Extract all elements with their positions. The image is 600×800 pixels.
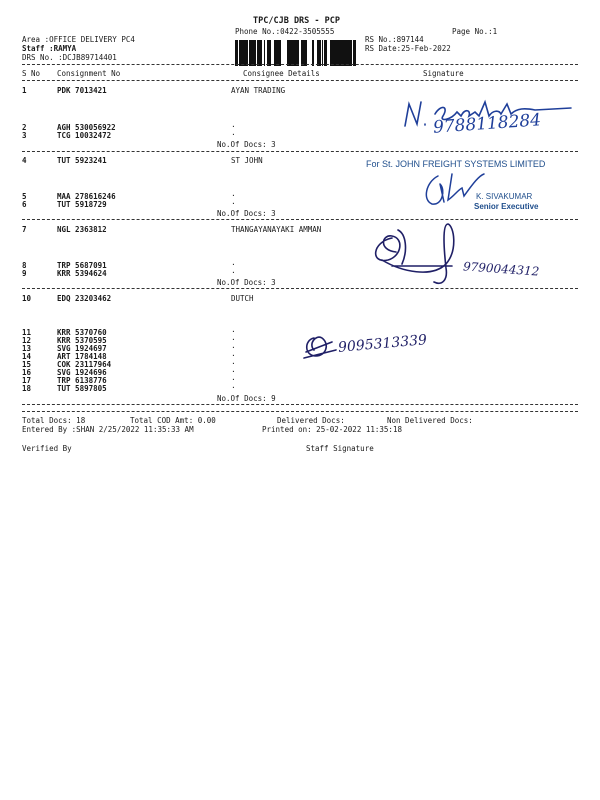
barcode-bar	[241, 40, 244, 66]
barcode-bar	[320, 40, 321, 66]
row-sno: 2	[22, 123, 27, 132]
area-label: Area :OFFICE DELIVERY PC4	[22, 35, 135, 44]
col-header-consignment: Consignment No	[57, 69, 121, 78]
row-consignment: TUT 5918729	[57, 200, 107, 209]
dot-marker: .	[231, 197, 236, 206]
barcode-bar	[247, 40, 248, 66]
barcode-bar	[330, 40, 333, 66]
row-sno: 9	[22, 269, 27, 278]
dot-marker: .	[231, 325, 236, 334]
barcode-bar	[276, 40, 278, 66]
barcode-bar	[274, 40, 275, 66]
dot-marker: .	[231, 349, 236, 358]
divider	[22, 64, 578, 65]
page-number: Page No.:1	[452, 27, 498, 36]
barcode-bar	[295, 40, 297, 66]
rs-date: RS Date:25-Feb-2022	[365, 44, 451, 53]
row-sno: 18	[22, 384, 32, 393]
barcode-bar	[313, 40, 314, 66]
barcode-bar	[279, 40, 281, 66]
row-sno: 4	[22, 156, 27, 165]
dot-marker: .	[231, 381, 236, 390]
barcode-bar	[292, 40, 295, 66]
barcode-bar	[297, 40, 299, 66]
consignee-name: THANGAYANAYAKI AMMAN	[231, 225, 322, 234]
row-sno: 7	[22, 225, 27, 234]
row-sno: 3	[22, 131, 27, 140]
row-sno: 6	[22, 200, 27, 209]
handwritten-phone: 9095313339	[337, 332, 428, 356]
row-consignment: TCG 10032472	[57, 131, 112, 140]
staff-signature-label: Staff Signature	[306, 444, 374, 453]
barcode-bar	[322, 40, 323, 66]
barcode-bar	[235, 40, 236, 66]
drs-number: DRS No. :DCJB89714401	[22, 53, 117, 62]
row-sno: 13	[22, 344, 32, 353]
barcode-bar	[338, 40, 339, 66]
barcode-bar	[346, 40, 349, 66]
no-of-docs: No.Of Docs: 3	[217, 209, 276, 218]
dot-marker: .	[231, 341, 236, 350]
row-consignment: NGL 2363812	[57, 225, 107, 234]
barcode-bar	[343, 40, 346, 66]
row-sno: 14	[22, 352, 32, 361]
barcode-bar	[334, 40, 336, 66]
barcode-bar	[260, 40, 262, 66]
divider	[22, 404, 578, 405]
row-sno: 12	[22, 336, 32, 345]
handwritten-signature	[300, 330, 340, 364]
barcode-bar	[249, 40, 251, 66]
barcode-bar	[290, 40, 291, 66]
dot-marker: .	[231, 357, 236, 366]
barcode-bar	[342, 40, 343, 66]
consignee-name: AYAN TRADING	[231, 86, 286, 95]
handwritten-phone: 9790044312	[462, 259, 540, 279]
row-sno: 10	[22, 294, 32, 303]
row-consignment: KRR 5394624	[57, 269, 107, 278]
no-of-docs: No.Of Docs: 3	[217, 140, 276, 149]
staff-label: Staff :RAMYA	[22, 44, 77, 53]
no-of-docs: No.Of Docs: 9	[217, 394, 276, 403]
no-of-docs: No.Of Docs: 3	[217, 278, 276, 287]
stamp-name: K. SIVAKUMAR	[476, 192, 533, 201]
col-header-consignee: Consignee Details	[243, 69, 320, 78]
barcode-bar	[278, 40, 279, 66]
dot-marker: .	[231, 266, 236, 275]
dot-marker: .	[231, 333, 236, 342]
barcode-bar	[269, 40, 270, 66]
consignee-name: DUTCH	[231, 294, 254, 303]
row-consignment: EDQ 23203462	[57, 294, 112, 303]
row-sno: 17	[22, 376, 32, 385]
barcode-bar	[257, 40, 258, 66]
total-docs: Total Docs: 18	[22, 416, 86, 425]
barcode-bar	[270, 40, 271, 66]
barcode-bar	[237, 40, 238, 66]
barcode-bar	[337, 40, 338, 66]
barcode-bar	[349, 40, 352, 66]
row-consignment: SVG 1924696	[57, 368, 107, 377]
row-consignment: TUT 5897805	[57, 384, 107, 393]
row-consignment: AGH 530056922	[57, 123, 116, 132]
barcode-bar	[326, 40, 327, 66]
barcode-bar	[275, 40, 276, 66]
row-sno: 5	[22, 192, 27, 201]
row-sno: 16	[22, 368, 32, 377]
barcode-bar	[353, 40, 356, 66]
row-consignment: SVG 1924697	[57, 344, 107, 353]
barcode-bar	[325, 40, 326, 66]
divider	[22, 288, 578, 289]
row-consignment: KRR 5370595	[57, 336, 107, 345]
dot-marker: .	[231, 373, 236, 382]
col-header-signature: Signature	[423, 69, 464, 78]
rs-number: RS No.:897144	[365, 35, 424, 44]
row-consignment: COK 23117964	[57, 360, 112, 369]
handwritten-phone: 9788118284	[432, 110, 542, 138]
row-sno: 8	[22, 261, 27, 270]
delivered-docs: Delivered Docs:	[277, 416, 345, 425]
verified-by-label: Verified By	[22, 444, 72, 453]
stamp-title: Senior Executive	[474, 202, 539, 211]
barcode-bar	[336, 40, 337, 66]
row-consignment: TRP 6138776	[57, 376, 107, 385]
divider	[22, 411, 578, 412]
barcode-bar	[324, 40, 325, 66]
document-title: TPC/CJB DRS - PCP	[253, 16, 340, 26]
row-consignment: ART 1784148	[57, 352, 107, 361]
barcode-bar	[245, 40, 247, 66]
barcode-bar	[287, 40, 290, 66]
barcode-bar	[267, 40, 269, 66]
phone-number: Phone No.:0422-3505555	[235, 27, 335, 36]
dot-marker: .	[231, 189, 236, 198]
barcode-bar	[244, 40, 245, 66]
barcode-bar	[251, 40, 253, 66]
barcode-bar	[264, 40, 265, 66]
row-consignment: TUT 5923241	[57, 156, 107, 165]
entered-by: Entered By :SHAN 2/25/2022 11:35:33 AM	[22, 425, 194, 434]
printed-on: Printed on: 25-02-2022 11:35:18	[262, 425, 402, 434]
barcode-bar	[312, 40, 313, 66]
barcode-bar	[306, 40, 307, 66]
barcode-bar	[339, 40, 342, 66]
company-stamp-line: For St. JOHN FREIGHT SYSTEMS LIMITED	[366, 159, 546, 169]
dot-marker: .	[231, 128, 236, 137]
row-sno: 11	[22, 328, 32, 337]
consignee-name: ST JOHN	[231, 156, 263, 165]
barcode-bar	[319, 40, 320, 66]
barcode-bar	[253, 40, 256, 66]
barcode-bar	[333, 40, 334, 66]
row-consignment: TRP 5687091	[57, 261, 107, 270]
barcode-bar	[239, 40, 241, 66]
barcode-bar	[301, 40, 303, 66]
barcode-bar	[291, 40, 292, 66]
divider	[22, 151, 578, 152]
barcode-bar	[258, 40, 260, 66]
row-consignment: KRR 5370760	[57, 328, 107, 337]
row-sno: 1	[22, 86, 27, 95]
dot-marker: .	[231, 365, 236, 374]
total-cod-amount: Total COD Amt: 0.00	[130, 416, 216, 425]
dot-marker: .	[231, 258, 236, 267]
row-consignment: MAA 278616246	[57, 192, 116, 201]
barcode-bar	[317, 40, 318, 66]
col-header-sno: S No	[22, 69, 41, 78]
barcode-bar	[236, 40, 237, 66]
divider	[22, 80, 578, 81]
barcode-bar	[318, 40, 319, 66]
dot-marker: .	[231, 120, 236, 129]
barcode	[235, 40, 357, 66]
row-consignment: PDK 7013421	[57, 86, 107, 95]
non-delivered-docs: Non Delivered Docs:	[387, 416, 473, 425]
row-sno: 15	[22, 360, 32, 369]
barcode-bar	[303, 40, 306, 66]
